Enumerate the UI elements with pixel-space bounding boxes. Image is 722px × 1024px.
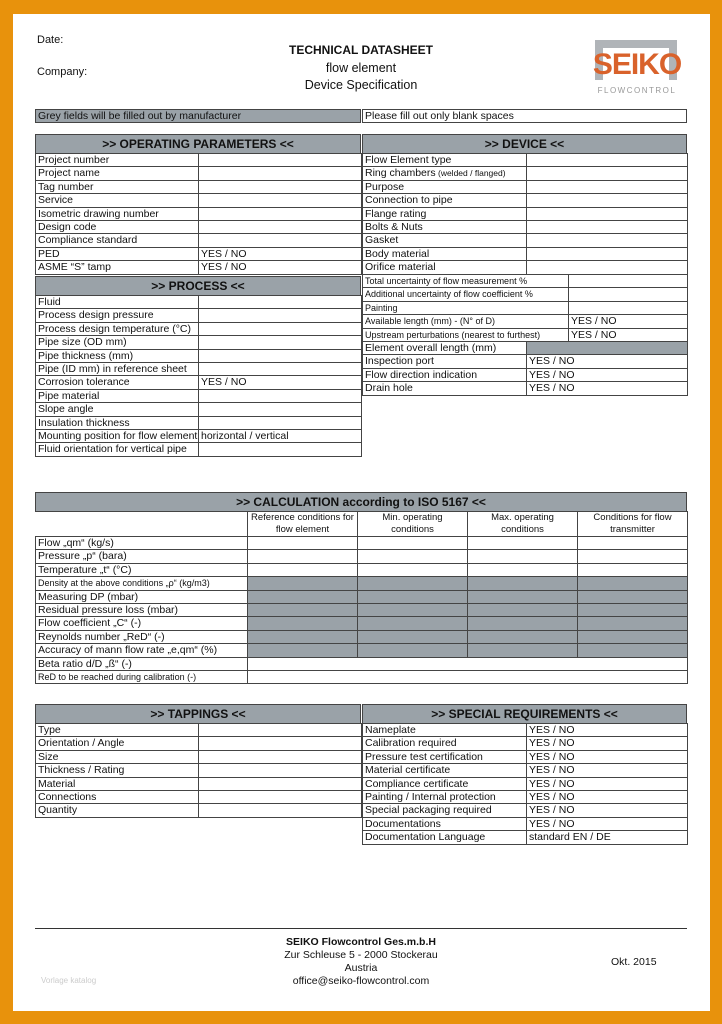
process-value-field[interactable]	[199, 363, 362, 376]
device-label: Flange rating	[363, 207, 527, 220]
document-subtitle-2: Device Specification	[304, 78, 418, 92]
footer-date: Okt. 2015	[611, 956, 657, 968]
tappings-row	[36, 764, 362, 777]
calculation-value-field[interactable]	[468, 630, 578, 643]
special-value-field[interactable]: YES / NO	[527, 764, 688, 777]
device-label: Gasket	[363, 234, 527, 247]
calculation-value-field[interactable]	[248, 630, 358, 643]
operating-label: ASME “S” tamp	[36, 261, 199, 274]
operating-value-field[interactable]	[199, 167, 362, 180]
device-value-field[interactable]	[527, 221, 688, 234]
operating-parameters-table	[35, 153, 362, 275]
process-value-field[interactable]: YES / NO	[199, 376, 362, 389]
calculation-value-field[interactable]	[468, 550, 578, 563]
special-row	[363, 791, 688, 804]
process-label: Pipe material	[36, 389, 199, 402]
operating-value-field[interactable]	[199, 234, 362, 247]
device-row	[363, 207, 688, 220]
calculation-value-field[interactable]	[248, 671, 688, 684]
calculation-value-field[interactable]	[248, 617, 358, 630]
operating-row	[36, 221, 362, 234]
operating-row	[36, 180, 362, 193]
device-label: Ring chambers (welded / flanged)	[363, 167, 527, 180]
special-value-field[interactable]: YES / NO	[527, 777, 688, 790]
operating-value-field[interactable]	[199, 221, 362, 234]
calculation-column-headers	[36, 512, 688, 537]
tappings-row	[36, 750, 362, 763]
device-uncertainty-row	[363, 315, 688, 328]
calculation-value-field[interactable]	[358, 550, 468, 563]
operating-parameters-header: >> OPERATING PARAMETERS <<	[35, 134, 361, 154]
calculation-value-field[interactable]	[358, 617, 468, 630]
tappings-table	[35, 723, 362, 818]
device-value-field[interactable]	[527, 342, 688, 355]
device-row	[363, 261, 688, 274]
device-uncertainty-row	[363, 301, 688, 314]
calculation-value-field[interactable]	[468, 577, 578, 590]
calculation-value-field[interactable]	[468, 644, 578, 657]
seiko-logo	[589, 40, 685, 100]
tappings-label: Connections	[36, 791, 199, 804]
tappings-label: Quantity	[36, 804, 199, 817]
device-uncertainty-value-field[interactable]: YES / NO	[569, 328, 688, 341]
device-value-field[interactable]: YES / NO	[527, 355, 688, 368]
logo-text: SEIKO	[592, 48, 682, 81]
calculation-row	[36, 550, 688, 563]
calculation-value-field[interactable]	[578, 604, 688, 617]
tappings-header: >> TAPPINGS <<	[35, 704, 361, 724]
calculation-row	[36, 563, 688, 576]
calculation-value-field[interactable]	[248, 657, 688, 670]
calculation-row	[36, 537, 688, 550]
device-uncertainty-value-field[interactable]	[569, 301, 688, 314]
tappings-value-field[interactable]	[199, 804, 362, 817]
tappings-label: Material	[36, 777, 199, 790]
operating-row	[36, 194, 362, 207]
device-table-2	[362, 341, 688, 396]
process-label: Insulation thickness	[36, 416, 199, 429]
calculation-row	[36, 590, 688, 603]
device-row	[363, 234, 688, 247]
operating-value-field[interactable]	[199, 154, 362, 167]
device-value-field[interactable]	[527, 180, 688, 193]
process-row	[36, 322, 362, 335]
calculation-value-field[interactable]	[578, 563, 688, 576]
process-label: Fluid orientation for vertical pipe	[36, 443, 199, 456]
footer-company: SEIKO Flowcontrol Ges.m.b.H	[286, 936, 436, 948]
tappings-row	[36, 737, 362, 750]
device-value-field[interactable]	[527, 261, 688, 274]
tappings-label: Type	[36, 724, 199, 737]
device-header: >> DEVICE <<	[362, 134, 687, 154]
process-label: Pipe thickness (mm)	[36, 349, 199, 362]
device-label: Orifice material	[363, 261, 527, 274]
operating-label: Service	[36, 194, 199, 207]
device-uncertainty-label: Upstream perturbations (nearest to furthest)	[363, 328, 569, 341]
operating-row	[36, 207, 362, 220]
calculation-value-field[interactable]	[358, 604, 468, 617]
operating-row	[36, 167, 362, 180]
operating-row	[36, 234, 362, 247]
process-value-field[interactable]	[199, 296, 362, 309]
device-label: Body material	[363, 247, 527, 260]
calculation-row	[36, 617, 688, 630]
operating-value-field[interactable]: YES / NO	[199, 261, 362, 274]
special-label: Documentations	[363, 817, 527, 830]
calculation-value-field[interactable]	[358, 537, 468, 550]
calculation-corner-cell	[36, 512, 248, 537]
device-value-field[interactable]: YES / NO	[527, 368, 688, 381]
tappings-value-field[interactable]	[199, 777, 362, 790]
operating-value-field[interactable]: YES / NO	[199, 247, 362, 260]
calculation-value-field[interactable]	[248, 550, 358, 563]
process-label: Mounting position for flow element	[36, 430, 199, 443]
calculation-value-field[interactable]	[578, 590, 688, 603]
document-subtitle-1: flow element	[325, 61, 397, 75]
footer-divider	[35, 928, 687, 929]
calculation-row-label: ReD to be reached during calibration (-)	[36, 671, 248, 684]
logo-subtext: FLOWCONTROL	[597, 86, 677, 95]
device-row	[363, 221, 688, 234]
calculation-column-header: Conditions for flow transmitter	[578, 512, 688, 537]
special-label: Special packaging required	[363, 804, 527, 817]
device-label: Flow direction indication	[363, 368, 527, 381]
calculation-value-field[interactable]	[248, 644, 358, 657]
process-value-field[interactable]	[199, 443, 362, 456]
document-title: TECHNICAL DATASHEET	[289, 43, 433, 57]
device-uncertainty-label: Painting	[363, 301, 569, 314]
operating-label: PED	[36, 247, 199, 260]
special-label: Compliance certificate	[363, 777, 527, 790]
calculation-value-field[interactable]	[358, 590, 468, 603]
device-row	[363, 180, 688, 193]
special-row	[363, 724, 688, 737]
special-value-field[interactable]: YES / NO	[527, 737, 688, 750]
process-header: >> PROCESS <<	[35, 276, 361, 296]
operating-value-field[interactable]	[199, 180, 362, 193]
device-value-field[interactable]	[527, 207, 688, 220]
calculation-value-field[interactable]	[578, 617, 688, 630]
operating-label: Design code	[36, 221, 199, 234]
calculation-row-label: Temperature „t“ (°C)	[36, 563, 248, 576]
tappings-value-field[interactable]	[199, 737, 362, 750]
process-label: Pipe size (OD mm)	[36, 336, 199, 349]
tappings-value-field[interactable]	[199, 791, 362, 804]
tappings-row	[36, 724, 362, 737]
device-label: Element overall length (mm)	[363, 342, 527, 355]
calculation-value-field[interactable]	[248, 590, 358, 603]
calculation-value-field[interactable]	[248, 563, 358, 576]
process-row	[36, 309, 362, 322]
process-value-field[interactable]: horizontal / vertical	[199, 430, 362, 443]
calculation-value-field[interactable]	[578, 577, 688, 590]
operating-row	[36, 247, 362, 260]
grey-note-box	[35, 109, 361, 123]
calculation-table	[35, 511, 688, 684]
process-value-field[interactable]	[199, 322, 362, 335]
date-label: Date:	[37, 34, 64, 46]
special-row	[363, 804, 688, 817]
special-value-field[interactable]: YES / NO	[527, 724, 688, 737]
process-value-field[interactable]	[199, 403, 362, 416]
calculation-value-field[interactable]	[358, 577, 468, 590]
operating-value-field[interactable]	[199, 207, 362, 220]
calculation-row	[36, 671, 688, 684]
device-table	[362, 153, 688, 275]
grey-note: Grey fields will be filled out by manufacturer	[36, 110, 361, 123]
device-row	[363, 154, 688, 167]
device-label: Bolts & Nuts	[363, 221, 527, 234]
calculation-value-field[interactable]	[468, 617, 578, 630]
footer-email: office@seiko-flowcontrol.com	[292, 975, 430, 987]
device-row	[363, 167, 688, 180]
calculation-row-label: Flow coefficient „C“ (-)	[36, 617, 248, 630]
calculation-value-field[interactable]	[578, 644, 688, 657]
process-row	[36, 443, 362, 456]
device-uncertainty-label: Total uncertainty of flow measurement %	[363, 275, 569, 288]
special-label: Documentation Language	[363, 831, 527, 844]
device-row	[363, 247, 688, 260]
calculation-column-header: Min. operating conditions	[358, 512, 468, 537]
device-row	[363, 368, 688, 381]
operating-label: Compliance standard	[36, 234, 199, 247]
special-row	[363, 831, 688, 844]
calculation-row	[36, 644, 688, 657]
device-uncertainty-value-field[interactable]	[569, 288, 688, 301]
special-label: Pressure test certification	[363, 750, 527, 763]
tappings-value-field[interactable]	[199, 764, 362, 777]
device-row	[363, 194, 688, 207]
device-uncertainty-value-field[interactable]	[569, 275, 688, 288]
device-value-field[interactable]	[527, 247, 688, 260]
tappings-label: Orientation / Angle	[36, 737, 199, 750]
calculation-value-field[interactable]	[248, 537, 358, 550]
device-value-field[interactable]	[527, 167, 688, 180]
special-value-field[interactable]: YES / NO	[527, 804, 688, 817]
tappings-label: Thickness / Rating	[36, 764, 199, 777]
device-label: Connection to pipe	[363, 194, 527, 207]
device-row	[363, 342, 688, 355]
calculation-row-label: Beta ratio d/D „ß“ (-)	[36, 657, 248, 670]
blank-note: Please fill out only blank spaces	[363, 110, 687, 123]
process-label: Pipe (ID mm) in reference sheet	[36, 363, 199, 376]
calculation-row-label: Reynolds number „ReD“ (-)	[36, 630, 248, 643]
tappings-row	[36, 791, 362, 804]
operating-label: Project name	[36, 167, 199, 180]
device-label: Purpose	[363, 180, 527, 193]
process-row	[36, 363, 362, 376]
special-label: Painting / Internal protection	[363, 791, 527, 804]
calculation-header: >> CALCULATION according to ISO 5167 <<	[35, 492, 687, 512]
special-row	[363, 777, 688, 790]
calculation-value-field[interactable]	[578, 550, 688, 563]
calculation-row-label: Residual pressure loss (mbar)	[36, 604, 248, 617]
watermark: Vorlage katalog	[41, 976, 97, 985]
device-uncertainty-row	[363, 288, 688, 301]
special-value-field[interactable]: YES / NO	[527, 791, 688, 804]
tappings-row	[36, 804, 362, 817]
operating-row	[36, 154, 362, 167]
calculation-value-field[interactable]	[468, 590, 578, 603]
process-value-field[interactable]	[199, 416, 362, 429]
footer-country: Austria	[344, 962, 378, 974]
special-row	[363, 764, 688, 777]
process-label: Process design temperature (°C)	[36, 322, 199, 335]
device-label: Drain hole	[363, 382, 527, 395]
process-label: Process design pressure	[36, 309, 199, 322]
calculation-value-field[interactable]	[468, 563, 578, 576]
process-row	[36, 430, 362, 443]
tappings-value-field[interactable]	[199, 724, 362, 737]
process-table	[35, 295, 362, 457]
tappings-row	[36, 777, 362, 790]
calculation-value-field[interactable]	[578, 537, 688, 550]
calculation-row-label: Accuracy of mann flow rate „e,qm“ (%)	[36, 644, 248, 657]
special-row	[363, 750, 688, 763]
calculation-row	[36, 630, 688, 643]
company-label: Company:	[37, 66, 88, 78]
calculation-value-field[interactable]	[468, 537, 578, 550]
special-value-field[interactable]: standard EN / DE	[527, 831, 688, 844]
device-label-note: (welded / flanged)	[435, 168, 506, 179]
special-value-field[interactable]: YES / NO	[527, 817, 688, 830]
operating-value-field[interactable]	[199, 194, 362, 207]
device-row	[363, 382, 688, 395]
device-value-field[interactable]: YES / NO	[527, 382, 688, 395]
calculation-row-label: Density at the above conditions „ρ“ (kg/m3)	[36, 577, 248, 590]
calculation-value-field[interactable]	[358, 630, 468, 643]
process-row	[36, 416, 362, 429]
calculation-row	[36, 577, 688, 590]
device-value-field[interactable]	[527, 194, 688, 207]
calculation-column-header: Max. operating conditions	[468, 512, 578, 537]
calculation-value-field[interactable]	[248, 577, 358, 590]
device-uncertainty-table	[362, 274, 688, 342]
tappings-value-field[interactable]	[199, 750, 362, 763]
process-row	[36, 336, 362, 349]
process-row	[36, 403, 362, 416]
calculation-value-field[interactable]	[468, 604, 578, 617]
calculation-value-field[interactable]	[358, 644, 468, 657]
special-label: Nameplate	[363, 724, 527, 737]
process-label: Fluid	[36, 296, 199, 309]
process-label: Corrosion tolerance	[36, 376, 199, 389]
device-uncertainty-row	[363, 275, 688, 288]
special-requirements-table	[362, 723, 688, 845]
device-value-field[interactable]	[527, 234, 688, 247]
operating-label: Tag number	[36, 180, 199, 193]
process-row	[36, 349, 362, 362]
calculation-value-field[interactable]	[248, 604, 358, 617]
calculation-column-header: Reference conditions for flow element	[248, 512, 358, 537]
tappings-label: Size	[36, 750, 199, 763]
process-value-field[interactable]	[199, 349, 362, 362]
process-label: Slope angle	[36, 403, 199, 416]
process-row	[36, 389, 362, 402]
calculation-value-field[interactable]	[358, 563, 468, 576]
device-uncertainty-label: Available length (mm) - (N° of D)	[363, 315, 569, 328]
calculation-row	[36, 657, 688, 670]
calculation-row-label: Pressure „p“ (bara)	[36, 550, 248, 563]
calculation-value-field[interactable]	[578, 630, 688, 643]
special-row	[363, 737, 688, 750]
calculation-row	[36, 604, 688, 617]
operating-label: Project number	[36, 154, 199, 167]
calculation-row-label: Measuring DP (mbar)	[36, 590, 248, 603]
operating-row	[36, 261, 362, 274]
device-uncertainty-row	[363, 328, 688, 341]
device-row	[363, 355, 688, 368]
process-value-field[interactable]	[199, 309, 362, 322]
special-label: Material certificate	[363, 764, 527, 777]
special-requirements-header: >> SPECIAL REQUIREMENTS <<	[362, 704, 687, 724]
blank-note-box	[362, 109, 687, 123]
operating-label: Isometric drawing number	[36, 207, 199, 220]
device-label: Inspection port	[363, 355, 527, 368]
process-row	[36, 376, 362, 389]
special-label: Calibration required	[363, 737, 527, 750]
process-value-field[interactable]	[199, 389, 362, 402]
device-uncertainty-label: Additional uncertainty of flow coefficient %	[363, 288, 569, 301]
device-uncertainty-value-field[interactable]: YES / NO	[569, 315, 688, 328]
datasheet-page	[13, 14, 710, 1011]
calculation-row-label: Flow „qm“ (kg/s)	[36, 537, 248, 550]
special-value-field[interactable]: YES / NO	[527, 750, 688, 763]
process-value-field[interactable]	[199, 336, 362, 349]
device-value-field[interactable]	[527, 154, 688, 167]
footer-address: Zur Schleuse 5 - 2000 Stockerau	[284, 949, 438, 961]
special-row	[363, 817, 688, 830]
process-row	[36, 296, 362, 309]
device-label: Flow Element type	[363, 154, 527, 167]
